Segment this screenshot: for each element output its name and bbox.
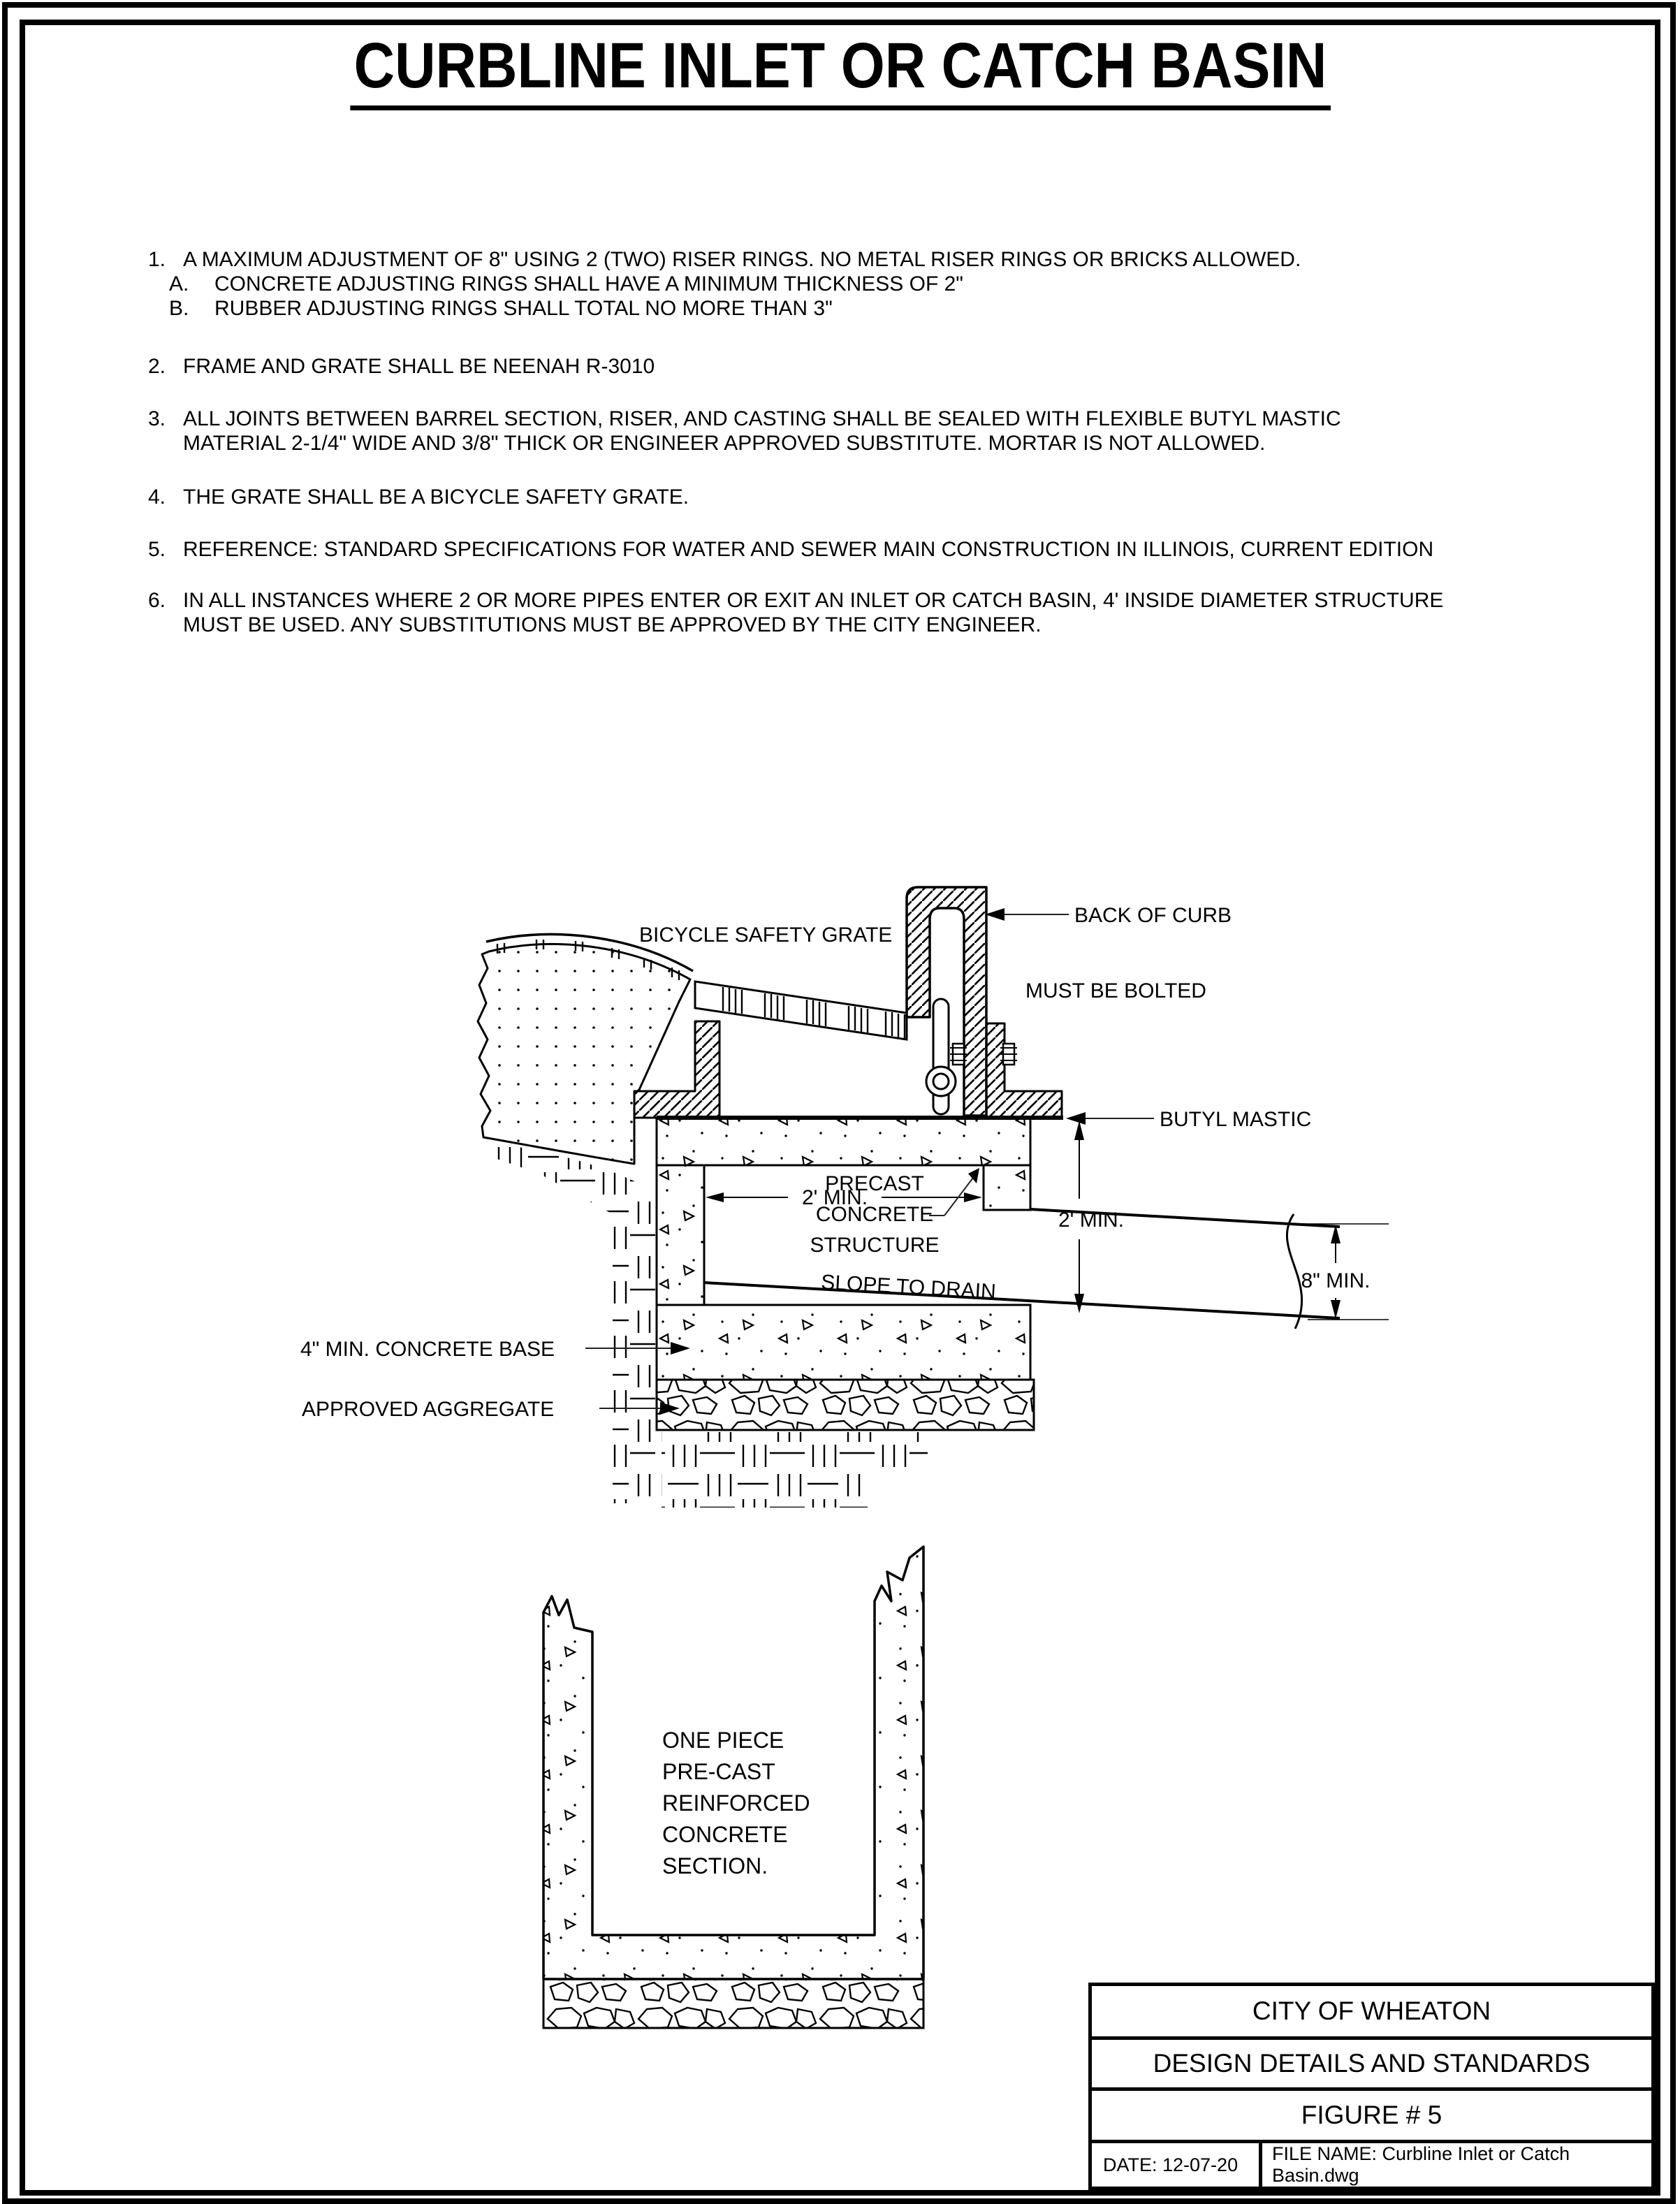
label-line: ONE PIECE: [662, 1728, 784, 1753]
frame-right: [986, 1023, 1062, 1118]
note-number: 5.: [148, 538, 166, 561]
back-of-curb-leader: [985, 908, 1069, 921]
note-number: 4.: [148, 486, 166, 509]
title-block-subtitle: DESIGN DETAILS AND STANDARDS: [1092, 2036, 1651, 2087]
dim-height-label: 2' MIN.: [1058, 1209, 1125, 1232]
title-block: [1088, 1983, 1655, 2190]
slope-to-drain-label: SLOPE TO DRAIN: [820, 1271, 997, 1304]
note-text: RUBBER ADJUSTING RINGS SHALL TOTAL NO MORE THAN 3": [214, 297, 833, 320]
note-line: ALL JOINTS BETWEEN BARREL SECTION, RISER, AND CASTING SHALL BE SEALED WITH FLEXIBLE BUTYL MASTIC: [183, 407, 1341, 430]
one-piece-label: [662, 1728, 810, 1878]
label-line: REINFORCED: [662, 1790, 810, 1816]
precast-line: STRUCTURE: [810, 1234, 940, 1257]
date-cell: DATE: 12-07-20: [1092, 2143, 1262, 2187]
dim-pipe-label: 8" MIN.: [1301, 1269, 1371, 1292]
casting-frame: [634, 1021, 1062, 1118]
note-line: MATERIAL 2-1/4" WIDE AND 3/8" THICK OR ENGINEER APPROVED SUBSTITUTE. MORTAR IS NOT ALLOWED.: [183, 432, 1266, 455]
concrete-base-label: 4" MIN. CONCRETE BASE: [300, 1338, 555, 1361]
label-line: SECTION.: [662, 1853, 768, 1878]
note-number: 2.: [148, 355, 166, 378]
note-number: 1.: [148, 248, 166, 271]
must-be-bolted-label: MUST BE BOLTED: [1025, 979, 1206, 1002]
aggregate-label: APPROVED AGGREGATE: [302, 1398, 555, 1421]
note-text: CONCRETE ADJUSTING RINGS SHALL HAVE A MINIMUM THICKNESS OF 2": [214, 272, 963, 295]
note-text: THE GRATE SHALL BE A BICYCLE SAFETY GRATE.: [183, 486, 689, 509]
one-piece-precast-section: [543, 1547, 923, 2028]
precast-line: CONCRETE: [815, 1203, 934, 1226]
curbline-inlet-section: [300, 887, 1389, 1508]
back-of-curb-label: BACK OF CURB: [1074, 904, 1232, 927]
note-line: MUST BE USED. ANY SUBSTITUTIONS MUST BE APPROVED BY THE CITY ENGINEER.: [183, 613, 1042, 636]
bicycle-safety-grate: [695, 981, 907, 1039]
aggregate-layer: [657, 1380, 1034, 1430]
note-text: REFERENCE: STANDARD SPECIFICATIONS FOR WATER AND SEWER MAIN CONSTRUCTION IN ILLINOIS, CURRENT EDITION: [183, 538, 1434, 561]
butyl-mastic-label: BUTYL MASTIC: [1160, 1108, 1312, 1131]
pipe-break-symbol: [1287, 1214, 1301, 1329]
note-number: B.: [169, 297, 189, 320]
note-text: FRAME AND GRATE SHALL BE NEENAH R-3010: [183, 355, 655, 378]
grate-label: BICYCLE SAFETY GRATE: [639, 924, 893, 947]
title-block-org: CITY OF WHEATON: [1252, 1997, 1491, 2025]
note-line: IN ALL INSTANCES WHERE 2 OR MORE PIPES ENTER OR EXIT AN INLET OR CATCH BASIN, 4' INSIDE DIAMETER STRUCTURE: [183, 589, 1444, 612]
note-text: A MAXIMUM ADJUSTMENT OF 8" USING 2 (TWO) RISER RINGS. NO METAL RISER RINGS OR BRICKS ALLOWED.: [183, 248, 1301, 271]
aggregate-layer: [543, 1979, 923, 2028]
sheet-title: CURBLINE INLET OR CATCH BASIN: [350, 31, 1330, 110]
filename-cell: FILE NAME: Curbline Inlet or Catch Basin.dwg: [1272, 2143, 1570, 2186]
precast-line: PRECAST: [825, 1172, 924, 1195]
label-line: PRE-CAST: [662, 1759, 775, 1784]
dim-width-label: 2' MIN.: [801, 1186, 868, 1209]
note-number: A.: [169, 272, 189, 295]
label-line: CONCRETE: [662, 1822, 788, 1847]
note-number: 6.: [148, 589, 166, 612]
note-number: 3.: [148, 407, 166, 430]
precast-label: [810, 1168, 980, 1257]
title-block-figure: FIGURE # 5: [1092, 2087, 1651, 2140]
title-block-meta: [1092, 2140, 1651, 2187]
